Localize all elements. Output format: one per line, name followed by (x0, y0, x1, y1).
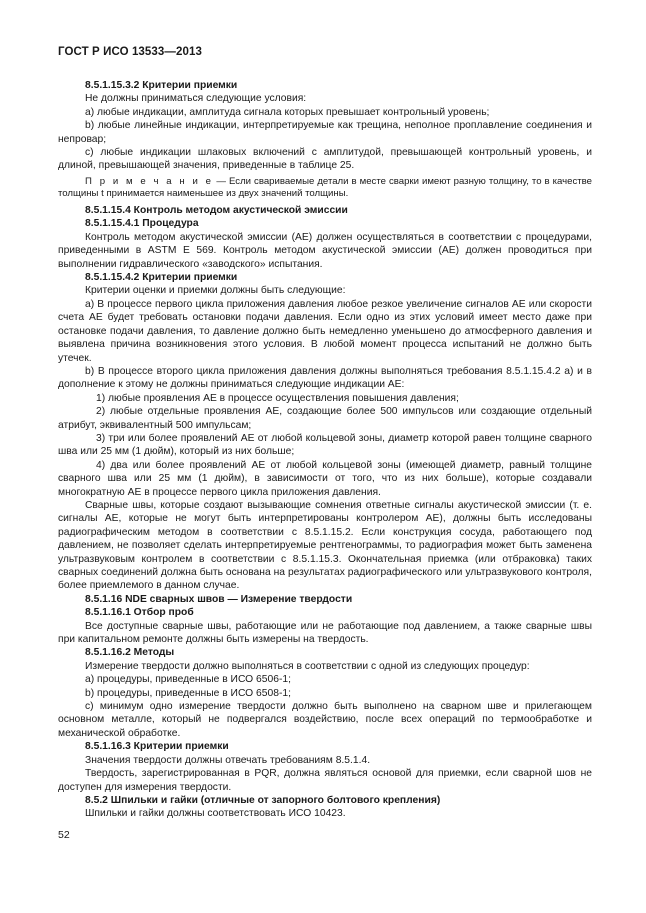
list-item: a) В процессе первого цикла приложения давления любое резкое увеличение сигналов АЕ или скорости счета АЕ будет требовать остановки подачи давления. Если одно из этих условий имеет место даже при остановке подачи давления, то давление должно быть немедленно уменьшено до атмосферного давления и выявлена причина возникновения этого условия. В любой момент процесса испытаний не должно быть утечек. (58, 298, 592, 364)
section-heading: 8.5.1.16 NDE сварных швов — Измерение твердости (85, 593, 353, 605)
note-text: — Если свариваемые детали в месте сварки имеют разную толщину, то в качестве толщины t принимается наименьшее из двух значений толщины. (58, 175, 593, 200)
paragraph: Все доступные сварные швы, работающие или не работающие под давлением, а также сварные швы при капитальном ремонте должны быть измерены на твердость. (58, 620, 592, 646)
section-heading: 8.5.1.16.1 Отбор проб (85, 607, 194, 619)
note-label: П р и м е ч а н и е (85, 175, 214, 187)
note (58, 176, 592, 201)
list-item: a) процедуры, приведенные в ИСО 6506-1; (85, 674, 291, 686)
page-number: 52 (58, 829, 70, 841)
section-heading: 8.5.1.16.3 Критерии приемки (85, 741, 229, 753)
page-content (58, 79, 592, 821)
paragraph: Критерии оценки и приемки должны быть следующие: (85, 285, 346, 297)
list-item: b) В процессе второго цикла приложения давления должны выполняться требования 8.5.1.15.4.2 а) и в дополнение к этому не должны приниматься следующие индикации АЕ: (58, 365, 592, 391)
paragraph: Не должны приниматься следующие условия: (85, 93, 307, 105)
sub-list-item: 3) три или более проявлений АЕ от любой кольцевой зоны, диаметр которой равен толщине сварного шва или 25 мм (1 дюйм), который из них больше; (58, 432, 592, 458)
section-heading: 8.5.1.15.4 Контроль методом акустической эмиссии (85, 205, 348, 217)
sub-list-item: 1) любые проявления АЕ в процессе осуществления повышения давления; (96, 392, 459, 404)
list-item: b) любые линейные индикации, интерпретируемые как трещина, неполное проплавление соединения и непровар; (58, 120, 592, 145)
list-item: c) минимум одно измерение твердости должно быть выполнено на сварном шве и прилегающем основном металле, который не подвергался воздействию, после всех операций по термообработке и механической обработке. (58, 701, 592, 739)
section-heading: 8.5.1.15.4.1 Процедура (85, 218, 199, 230)
list-item: b) процедуры, приведенные в ИСО 6508-1; (85, 687, 291, 699)
list-item: a) любые индикации, амплитуда сигнала которых превышает контрольный уровень; (85, 106, 490, 118)
paragraph: Контроль методом акустической эмиссии (АЕ) должен осуществляться в соответствии с процедурами, приведенными в ASTM Е 569. Контроль методом акустической эмиссии (АЕ) должен проводиться при выполнении гидравлического «заводского» испытания. (58, 231, 592, 270)
paragraph: Значения твердости должны отвечать требованиям 8.5.1.4. (85, 754, 371, 766)
section-heading: 8.5.1.16.2 Методы (85, 647, 175, 659)
list-item: c) любые индикации шлаковых включений с амплитудой, превышающей контрольный уровень, и длиной, превышающей значения, приведенные в таблице 25. (58, 147, 592, 172)
paragraph: Твердость, зарегистрированная в PQR, должна являться основой для приемки, если сварной шов не доступен для измерения твердости. (58, 768, 592, 793)
section-heading: 8.5.1.15.3.2 Критерии приемки (85, 80, 238, 91)
sub-list-item: 2) любые отдельные проявления АЕ, создающие более 500 импульсов или создающие отдельный атрибут, эквивалентный 500 импульсам; (58, 406, 592, 431)
sub-list-item: 4) два или более проявлений АЕ от любой кольцевой зоны (имеющей диаметр, равный толщине сварного шва или 25 мм (1 дюйм), в зависимости от того, что из них больше), которые создавали многократную АЕ в процессе первого цикла приложения давления. (58, 459, 592, 498)
section-heading: 8.5.1.15.4.2 Критерии приемки (85, 272, 238, 284)
section-heading: 8.5.2 Шпильки и гайки (отличные от запорного болтового крепления) (85, 794, 441, 806)
page-header-title: ГОСТ Р ИСО 13533—2013 (58, 46, 203, 58)
paragraph: Шпильки и гайки должны соответствовать ИСО 10423. (85, 808, 346, 820)
paragraph: Измерение твердости должно выполняться в соответствии с одной из следующих процедур: (85, 660, 530, 672)
paragraph: Сварные швы, которые создают вызывающие сомнения ответные сигналы акустической эмиссии (т. е. сигналы АЕ, которые не могут быть интерпретированы контролером АЕ), должны быть исследованы радиографическим методом в соответствии с 8.5.1.15.2. Если конструкция сосуда, работающего под давлением, не позволяет сделать интерпретируемые рентгенограммы, то радиография может быть заменена ультразвуковым контролем в соответствии с 8.5.1.15.3. Окончательная приемка (или отбраковка) таких сварных соединений должна быть основана на результатах радиографического или ультразвукового контроля, более приемлемого в данном случае. (58, 499, 592, 592)
